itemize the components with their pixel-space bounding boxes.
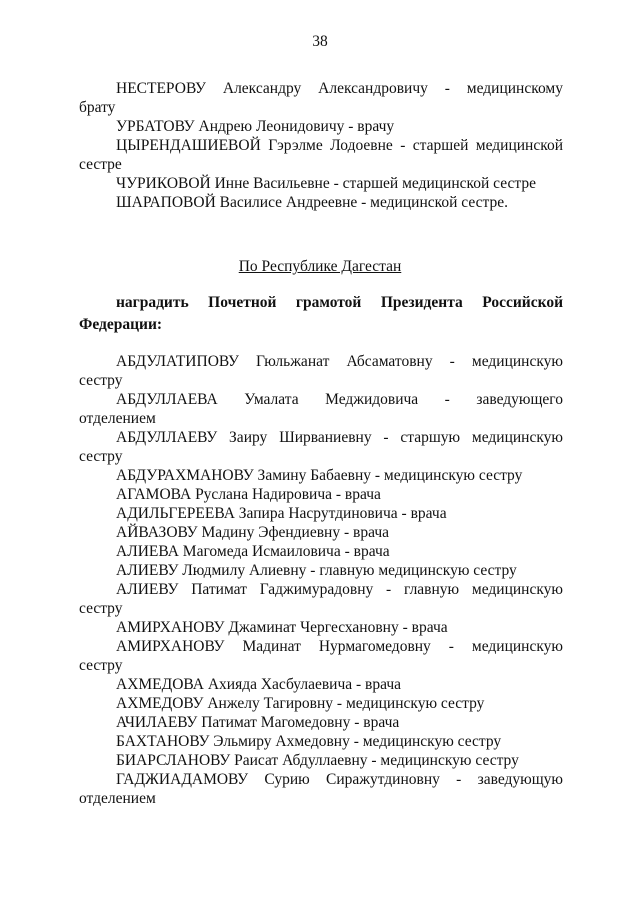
list-item — [79, 751, 563, 770]
list-item-line: АЛИЕВУ Людмилу Алиевну - главную медицинскую сестру — [116, 562, 517, 579]
list-item — [79, 542, 563, 561]
list-item — [79, 694, 563, 713]
list-item-line: АБДУЛАТИПОВУ Гюльжанат Абсаматовну - медицинскую — [116, 353, 563, 370]
list-item — [79, 713, 563, 732]
award-list-bottom — [79, 352, 563, 808]
list-item — [79, 485, 563, 504]
list-item — [79, 136, 563, 174]
list-item-line: АБДУЛЛАЕВА Умалата Меджидовича - заведующего — [116, 391, 563, 408]
list-item — [79, 504, 563, 523]
list-item-continuation: отделением — [79, 790, 156, 807]
list-item — [79, 174, 563, 193]
page-number: 38 — [312, 33, 328, 50]
list-item-line: АЧИЛАЕВУ Патимат Магомедовну - врача — [116, 714, 400, 731]
list-item-line: АХМЕДОВА Ахияда Хасбулаевича - врача — [116, 676, 402, 693]
list-item-line: АБДУЛЛАЕВУ Заиру Ширваниевну - старшую медицинскую — [116, 429, 563, 446]
list-item — [79, 390, 563, 428]
list-item-continuation: сестру — [79, 657, 123, 674]
list-item — [79, 732, 563, 751]
list-item — [79, 428, 563, 466]
list-item-line: АДИЛЬГЕРЕЕВА Запира Насрутдиновича - врача — [116, 505, 447, 522]
list-item-line: АЛИЕВА Магомеда Исмаиловича - врача — [116, 543, 390, 560]
award-instruction-line-2: Федерации: — [79, 316, 163, 333]
list-item — [79, 79, 563, 117]
list-item-line: ЧУРИКОВОЙ Инне Васильевне - старшей медицинской сестре — [116, 175, 536, 192]
list-item-continuation: брату — [79, 99, 116, 116]
award-instruction-line-1: наградить Почетной грамотой Президента Российской — [116, 294, 563, 311]
list-item — [79, 770, 563, 808]
list-item-continuation: сестру — [79, 372, 123, 389]
list-item-line: АЙВАЗОВУ Мадину Эфендиевну - врача — [116, 524, 389, 541]
list-item-continuation: сестру — [79, 600, 123, 617]
award-instruction — [79, 292, 563, 336]
list-item — [79, 117, 563, 136]
list-item — [79, 637, 563, 675]
list-item-line: НЕСТЕРОВУ Александру Александровичу - медицинскому — [116, 80, 563, 97]
list-item — [79, 193, 563, 212]
list-item-continuation: сестре — [79, 156, 122, 173]
list-item — [79, 352, 563, 390]
list-item — [79, 561, 563, 580]
list-item-line: АХМЕДОВУ Анжелу Тагировну - медицинскую сестру — [116, 695, 485, 712]
list-item-line: ШАРАПОВОЙ Василисе Андреевне - медицинской сестре. — [116, 194, 508, 211]
list-item-line: ЦЫРЕНДАШИЕВОЙ Гэрэлме Лодоевне - старшей медицинской — [116, 137, 563, 154]
award-list-top — [79, 79, 563, 212]
list-item-line: УРБАТОВУ Андрею Леонидовичу - врачу — [116, 118, 395, 135]
list-item — [79, 466, 563, 485]
list-item-line: АГАМОВА Руслана Надировича - врача — [116, 486, 381, 503]
list-item-line: БИАРСЛАНОВУ Раисат Абдуллаевну - медицинскую сестру — [116, 752, 519, 769]
list-item-continuation: сестру — [79, 448, 123, 465]
list-item — [79, 523, 563, 542]
list-item — [79, 675, 563, 694]
list-item-line: АЛИЕВУ Патимат Гаджимурадовну - главную медицинскую — [116, 581, 563, 598]
list-item-line: АМИРХАНОВУ Джаминат Чергесхановну - врача — [116, 619, 448, 636]
list-item-continuation: отделением — [79, 410, 156, 427]
list-item-line: АБДУРАХМАНОВУ Замину Бабаевну - медицинскую сестру — [116, 467, 523, 484]
list-item — [79, 580, 563, 618]
list-item — [79, 618, 563, 637]
list-item-line: АМИРХАНОВУ Мадинат Нурмагомедовну - медицинскую — [116, 638, 563, 655]
list-item-line: ГАДЖИАДАМОВУ Сурию Сиражутдиновну - заведующую — [116, 771, 563, 788]
list-item-line: БАХТАНОВУ Эльмиру Ахмедовну - медицинскую сестру — [116, 733, 502, 750]
section-heading: По Республике Дагестан — [238, 258, 402, 275]
